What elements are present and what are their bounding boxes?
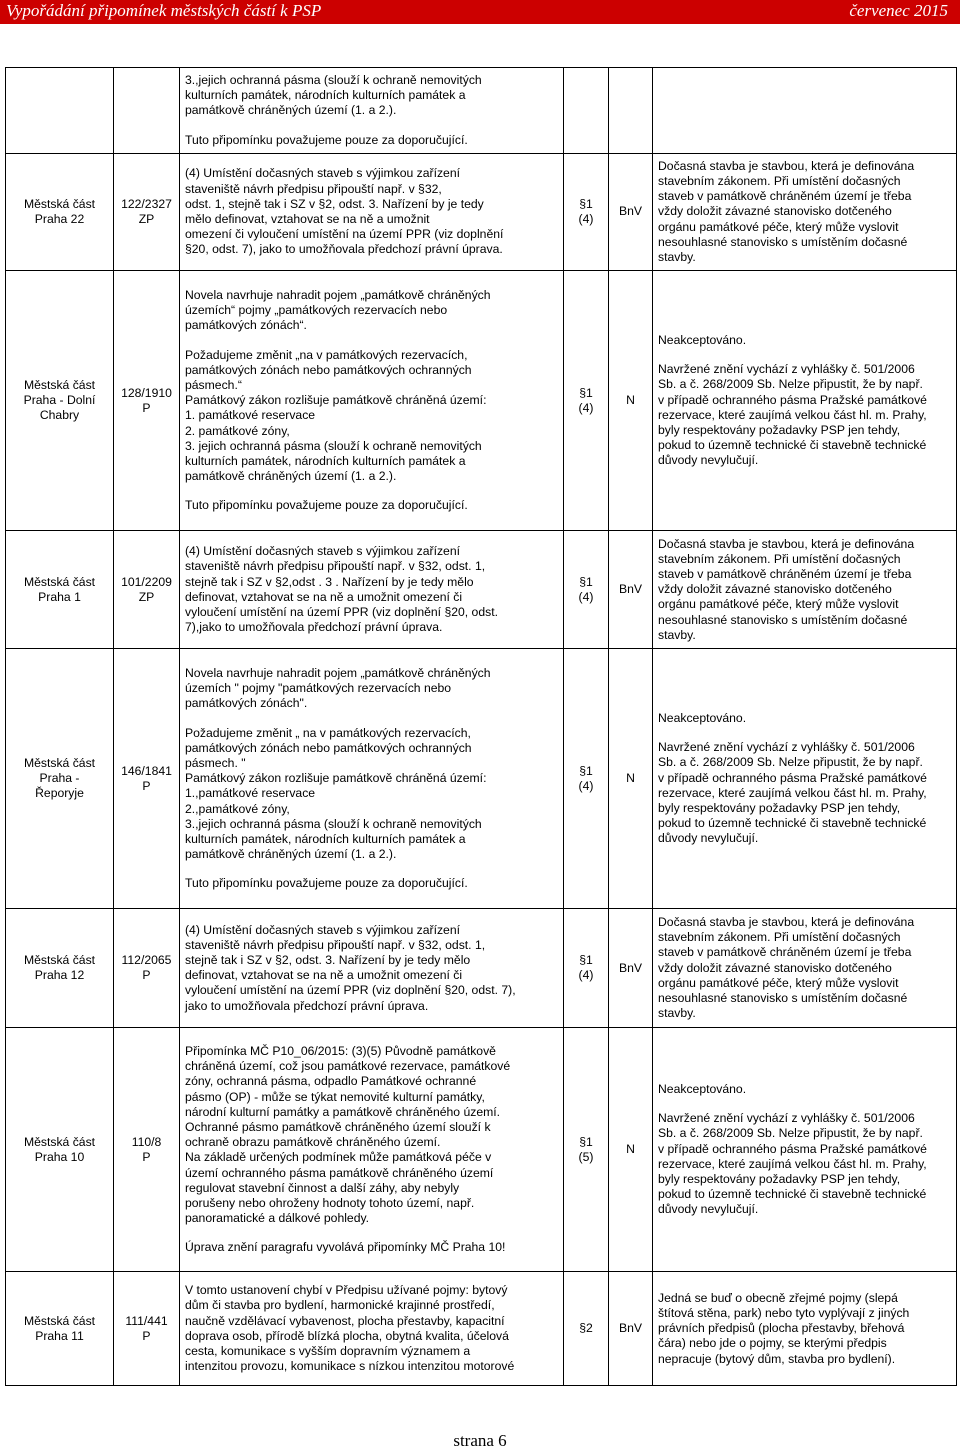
reference-number-cell-text: 122/2327 ZP xyxy=(121,196,172,227)
section-cell xyxy=(564,68,609,154)
section-cell xyxy=(564,271,609,531)
comment-paragraph: Tuto připomínku považujeme pouze za doporučující. xyxy=(185,498,468,513)
comment-paragraph: Tuto připomínku považujeme pouze za doporučující. xyxy=(185,132,468,147)
classification-cell-text: N xyxy=(626,771,635,786)
classification-cell-text: N xyxy=(626,393,635,408)
table-row xyxy=(6,1028,957,1272)
resolution-cell xyxy=(653,153,957,270)
classification-cell-text: BnV xyxy=(618,1321,643,1336)
resolution-cell xyxy=(653,1272,957,1386)
reference-number-cell-text: 101/2209 ZP xyxy=(121,574,172,604)
table-row xyxy=(6,153,957,270)
district-cell xyxy=(6,68,114,154)
district-cell xyxy=(6,153,114,270)
reference-number-cell xyxy=(114,68,180,154)
resolution-paragraph: Navržené znění vychází z vyhlášky č. 501/2006 Sb. a č. 268/2009 Sb. Nelze připustit, že by např. v případě ochranného pásma Pražské památkové rezervace, které zaujímá velkou část hl. m. Prahy, byly respektovány požadavky PSP jen tehdy, pokud to územně technické či stavebně technické důvody nevylučují. xyxy=(658,740,927,846)
classification-cell-text: BnV xyxy=(618,960,643,975)
classification-cell-text: N xyxy=(626,1142,635,1157)
reference-number-cell-text: 111/441 P xyxy=(125,1313,168,1343)
district-cell xyxy=(6,649,114,909)
classification-cell-text: BnV xyxy=(618,582,643,597)
comment-paragraph: Novela navrhuje nahradit pojem „památkově chráněných územích " pojmy "památkových rezervacích nebo památkových zónách". xyxy=(185,665,491,711)
district-cell-text: Městská část Praha - Řeporyje xyxy=(23,755,96,801)
comment-paragraph: Novela navrhuje nahradit pojem „památkově chráněných územích“ pojmy „památkových rezervacích nebo památkových zónách“. xyxy=(185,287,491,333)
section-cell-text: §1 (4) xyxy=(578,196,594,227)
resolution-cell xyxy=(653,909,957,1028)
classification-cell xyxy=(609,1028,653,1272)
resolution-paragraph: Jedná se buď o obecně zřejmé pojmy (slepá štítová stěna, park) nebo tyto vyplývají z jiných právních předpisů (plocha přestavby, břehová čára) nebo jde o pojmy, se kterými předpis nepracuje (bytový dům, stavba pro bydlení). xyxy=(658,1290,910,1366)
section-cell-text: §2 xyxy=(579,1321,593,1336)
reference-number-cell xyxy=(114,271,180,531)
resolution-paragraph: Dočasná stavba je stavbou, která je definována stavebním zákonem. Při umístění dočasných staveb v památkově chráněném území je třeba vždy doložit závazné stanovisko dotčeného orgánu památkové péče, který může vyslovit nesouhlasné stanovisko s umístěním dočasné stavby. xyxy=(658,158,915,265)
reference-number-cell xyxy=(114,909,180,1028)
resolution-paragraph: Neakceptováno. xyxy=(658,710,747,725)
section-cell-text: §1 (4) xyxy=(578,763,594,793)
page-number: strana 6 xyxy=(453,1431,507,1450)
comment-paragraph: (4) Umístění dočasných staveb s výjimkou zařízení staveniště návrh předpisu připouští např. v §32, odst. 1, stejně tak i SZ v §2,odst . 3 . Nařízení by je tedy mělo definovat, vztahovat se na ně a umožnit omezení či vyloučení umístění na území PPR (viz doplnění §20, odst. 7),jako to umožňovala předchozí právní úprava. xyxy=(185,544,498,635)
classification-cell xyxy=(609,68,653,154)
district-cell xyxy=(6,1272,114,1386)
section-cell xyxy=(564,1272,609,1386)
classification-cell xyxy=(609,531,653,649)
district-cell xyxy=(6,909,114,1028)
district-cell xyxy=(6,531,114,649)
comment-cell xyxy=(180,649,564,909)
reference-number-cell xyxy=(114,531,180,649)
section-cell xyxy=(564,1028,609,1272)
table-row xyxy=(6,271,957,531)
comment-cell xyxy=(180,909,564,1028)
table-row xyxy=(6,649,957,909)
comment-paragraph: Tuto připomínku považujeme pouze za doporučující. xyxy=(185,876,468,891)
resolution-cell xyxy=(653,1028,957,1272)
comment-paragraph: V tomto ustanovení chybí v Předpisu užívané pojmy: bytový dům či stavba pro bydlení, harmonické krajinné prostředí, naučně vzdělávací vybavenost, plocha přestavby, kapacitní doprava osob, přírodě blízká plocha, obytná kvalita, účelová cesta, komunikace s vyšším dopravním významem a intenzitou provozu, komunikace s nízkou intenzitou motorové xyxy=(185,1283,515,1374)
table-row xyxy=(6,909,957,1028)
resolution-paragraph: Navržené znění vychází z vyhlášky č. 501/2006 Sb. a č. 268/2009 Sb. Nelze připustit, že by např. v případě ochranného pásma Pražské památkové rezervace, které zaujímá velkou část hl. m. Prahy, byly respektovány požadavky PSP jen tehdy, pokud to územně technické či stavebně technické důvody nevylučují. xyxy=(658,1111,927,1217)
comment-cell xyxy=(180,531,564,649)
section-cell xyxy=(564,649,609,909)
reference-number-cell-text: 146/1841 P xyxy=(121,763,172,793)
district-cell xyxy=(6,271,114,531)
classification-cell xyxy=(609,649,653,909)
reference-number-cell-text: 112/2065 P xyxy=(121,953,172,983)
comments-table xyxy=(5,67,957,1386)
comment-cell xyxy=(180,1028,564,1272)
classification-cell xyxy=(609,909,653,1028)
resolution-cell xyxy=(653,531,957,649)
district-cell xyxy=(6,1028,114,1272)
comment-paragraph: Připomínka MČ P10_06/2015: (3)(5) Původně památkově chráněná území, což jsou památkové rezervace, památkové zóny, ochranná pásma, odpadlo Památkové ochranné pásmo (OP) - může se týkat nemovité kulturní památky, národní kulturní památky a památkově chráněného území. Ochranné pásmo památkově chráněného území slouží k ochraně obrazu památkově chráněného území. Na základě určených podmínek může památková péče v území ochranného pásma památkově chráněného území regulovat stavební činnost a další záhy, aby nebyly porušeny nebo ohroženy hodnoty tohoto území, např. panoramatické a dálkové pohledy. xyxy=(185,1043,511,1226)
section-cell-text: §1 (4) xyxy=(578,385,594,415)
section-cell xyxy=(564,909,609,1028)
reference-number-cell-text: 128/1910 P xyxy=(121,385,172,415)
resolution-cell xyxy=(653,68,957,154)
comment-cell xyxy=(180,271,564,531)
classification-cell xyxy=(609,1272,653,1386)
table-row xyxy=(6,531,957,649)
resolution-paragraph: Neakceptováno. xyxy=(658,1081,747,1096)
comment-cell xyxy=(180,1272,564,1386)
reference-number-cell xyxy=(114,649,180,909)
section-cell-text: §1 (5) xyxy=(578,1134,594,1164)
resolution-paragraph: Navržené znění vychází z vyhlášky č. 501/2006 Sb. a č. 268/2009 Sb. Nelze připustit, že by např. v případě ochranného pásma Pražské památkové rezervace, které zaujímá velkou část hl. m. Prahy, byly respektovány požadavky PSP jen tehdy, pokud to územně technické či stavebně technické důvody nevylučují. xyxy=(658,362,927,468)
resolution-paragraph: Neakceptováno. xyxy=(658,332,747,347)
table-row xyxy=(6,1272,957,1386)
header-date: červenec 2015 xyxy=(849,1,948,20)
classification-cell-text: BnV xyxy=(618,204,643,219)
comment-cell xyxy=(180,153,564,270)
district-cell-text: Městská část Praha 11 xyxy=(23,1313,96,1343)
section-cell-text: §1 (4) xyxy=(578,953,594,983)
comment-paragraph: (4) Umístění dočasných staveb s výjimkou zařízení staveniště návrh předpisu připouští např. v §32, odst. 1, stejně tak i SZ v §2, odst. 3. Nařízení by je tedy mělo definovat, vztahovat se na ně a umožnit omezení či vyloučení umístění na území PPR (viz doplnění §20, odst. 7), jako to umožňovala předchozí právní úprava. xyxy=(185,166,504,257)
header-title: Vypořádání připomínek městských částí k PSP xyxy=(6,1,322,20)
resolution-cell xyxy=(653,271,957,531)
comment-cell xyxy=(180,68,564,154)
reference-number-cell xyxy=(114,153,180,270)
document-header xyxy=(0,0,960,24)
comment-paragraph: Požadujeme změnit „ na v památkových rezervacích, památkových zónách nebo památkových ochranných pásmech. " Památkový zákon rozlišuje památkově chráněná území: 1.,památkové reservace 2.,památkové zóny, 3.,jejich ochranná pásma (slouží k ochraně nemovitých kulturních památek, národních kulturních památek a památkově chráněných území (1. a 2.). xyxy=(185,725,487,862)
classification-cell xyxy=(609,153,653,270)
comment-paragraph: Požadujeme změnit „na v památkových rezervacích, památkových zónách nebo památkových ochranných pásmech.“ Památkový zákon rozlišuje památkově chráněná území: 1. památkové reservace 2. památkové zóny, 3. jejich ochranná pásma (slouží k ochraně nemovitých kulturních památek, národních kulturních památek a památkově chráněných území (1. a 2.). xyxy=(185,347,487,484)
comment-paragraph: Úprava znění paragrafu vyvolává připomínky MČ Praha 10! xyxy=(185,1240,506,1255)
resolution-cell xyxy=(653,649,957,909)
reference-number-cell xyxy=(114,1028,180,1272)
district-cell-text: Městská část Praha 22 xyxy=(23,196,96,227)
section-cell-text: §1 (4) xyxy=(578,574,594,604)
district-cell-text: Městská část Praha 12 xyxy=(23,953,96,983)
district-cell-text: Městská část Praha 10 xyxy=(23,1134,96,1164)
reference-number-cell xyxy=(114,1272,180,1386)
section-cell xyxy=(564,153,609,270)
resolution-paragraph: Dočasná stavba je stavbou, která je definována stavebním zákonem. Při umístění dočasných staveb v památkově chráněném území je třeba vždy doložit závazné stanovisko dotčeného orgánu památkové péče, který může vyslovit nesouhlasné stanovisko s umístěním dočasné stavby. xyxy=(658,915,915,1021)
reference-number-cell-text: 110/8 P xyxy=(131,1134,162,1164)
comment-paragraph: (4) Umístění dočasných staveb s výjimkou zařízení staveniště návrh předpisu připouští např. v §32, odst. 1, stejně tak i SZ v §2, odst. 3. Nařízení by je tedy mělo definovat, vztahovat se na ně a umožnit omezení či vyloučení umístění na území PPR (viz doplnění §20, odst. 7), jako to umožňovala předchozí právní úprava. xyxy=(185,922,516,1013)
comment-paragraph: 3.,jejich ochranná pásma (slouží k ochraně nemovitých kulturních památek, národních kulturních památek a památkově chráněných území (1. a 2.). xyxy=(185,73,482,118)
resolution-paragraph: Dočasná stavba je stavbou, která je definována stavebním zákonem. Při umístění dočasných staveb v památkově chráněném území je třeba vždy doložit závazné stanovisko dotčeného orgánu památkové péče, který může vyslovit nesouhlasné stanovisko s umístěním dočasné stavby. xyxy=(658,536,915,642)
district-cell-text: Městská část Praha - Dolní Chabry xyxy=(23,377,96,423)
section-cell xyxy=(564,531,609,649)
classification-cell xyxy=(609,271,653,531)
district-cell-text: Městská část Praha 1 xyxy=(23,574,96,604)
table-row xyxy=(6,68,957,154)
